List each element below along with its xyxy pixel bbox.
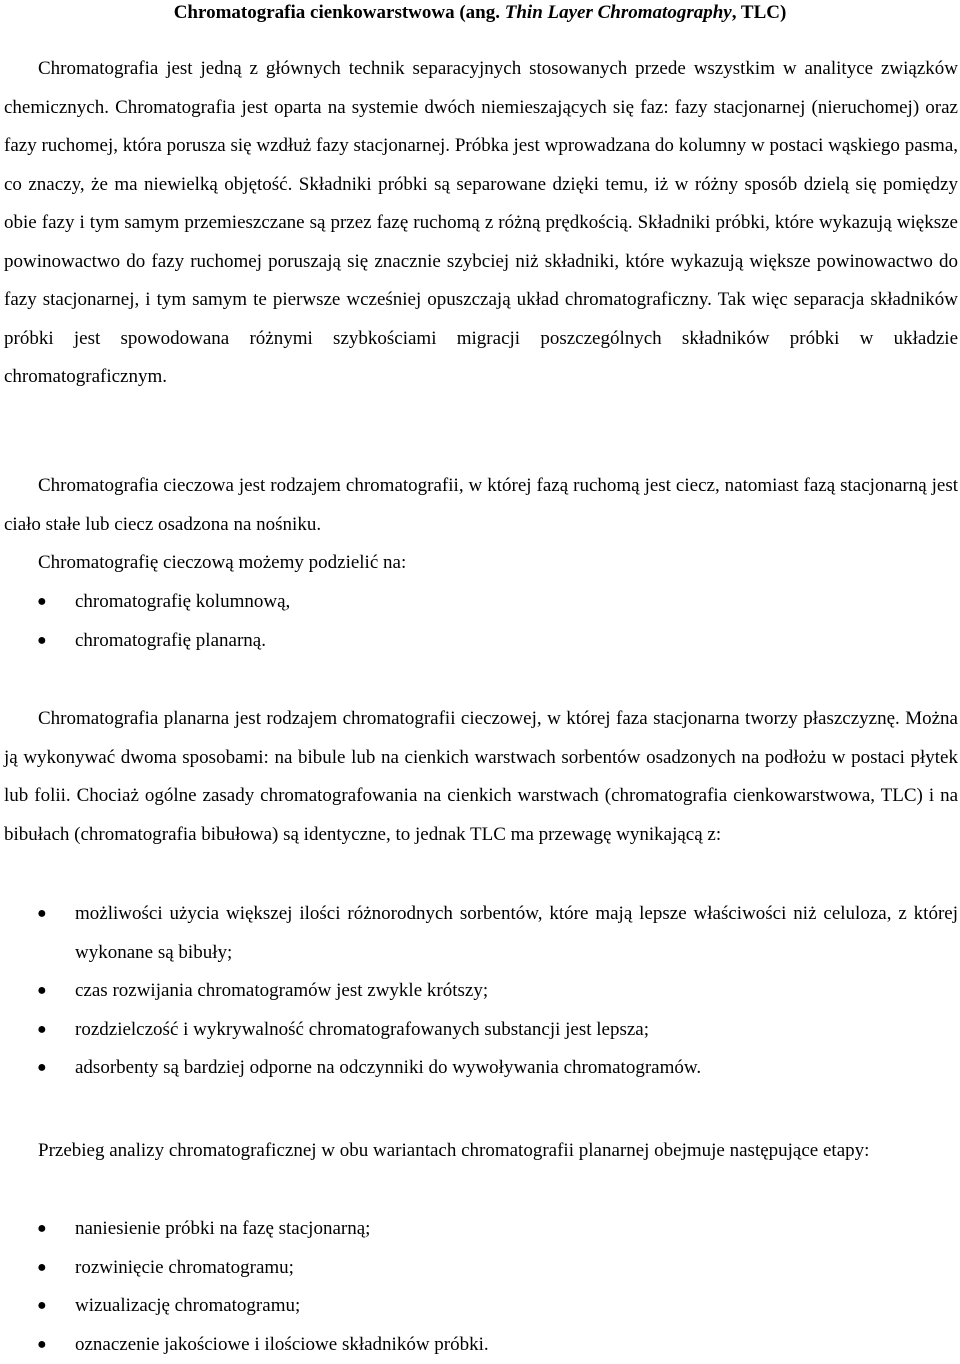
list-analysis-stages [0, 1210, 958, 1364]
bullet-icon: ● [37, 1049, 47, 1088]
page-title [0, 0, 960, 26]
bullet-icon: ● [37, 1011, 47, 1050]
list-tlc-advantages [0, 895, 958, 1088]
list-item-text: rozwinięcie chromatogramu; [75, 1257, 294, 1278]
bullet-icon: ● [37, 972, 47, 1011]
list-item-text: naniesienie próbki na fazę stacjonarną; [75, 1218, 370, 1239]
list-item-text: adsorbenty są bardziej odporne na odczynniki do wywoływania chromatogramów. [75, 1057, 701, 1078]
list-item-text: chromatografię planarną. [75, 630, 266, 651]
paragraph-planar: Chromatografia planarna jest rodzajem chromatografii cieczowej, w której faza stacjonarna tworzy płaszczyznę. Można ją wykonywać dwoma sposobami: na bibule lub na cienkich warstwach sorbentów osadzonych na podłożu w postaci płytek lub folii. Chociaż ogólne zasady chromatografowania na cienkich warstwach (chromatografia cienkowarstwowa, TLC) i na bibułach (chromatografia bibułowa) są identyczne, to jednak TLC ma przewagę wynikającą z: [4, 700, 958, 854]
title-suffix: , TLC) [732, 2, 787, 23]
paragraph-division: Chromatografię cieczową możemy podzielić na: [4, 544, 958, 583]
list-item-text: chromatografię kolumnową, [75, 591, 290, 612]
list-item-text: rozdzielczość i wykrywalność chromatografowanych substancji jest lepsza; [75, 1019, 649, 1040]
paragraph-liquid-chromatography: Chromatografia cieczowa jest rodzajem chromatografii, w której fazą ruchomą jest ciecz, natomiast fazą stacjonarną jest ciało stałe lub ciecz osadzona na nośniku. [4, 467, 958, 544]
list-item [0, 583, 958, 622]
bullet-icon: ● [37, 895, 47, 934]
list-item-text: czas rozwijania chromatogramów jest zwykle krótszy; [75, 980, 488, 1001]
list-item [0, 1011, 958, 1050]
title-prefix: Chromatografia cienkowarstwowa (ang. [174, 2, 505, 23]
list-item [0, 972, 958, 1011]
bullet-icon: ● [37, 1249, 47, 1288]
list-item-text: możliwości użycia większej ilości różnorodnych sorbentów, które mają lepsze właściwości niż celuloza, z której wykonane są bibuły; [75, 903, 958, 963]
bullet-icon: ● [37, 1287, 47, 1326]
list-liquid-types [0, 583, 958, 660]
list-item [0, 1249, 958, 1288]
bullet-icon: ● [37, 1326, 47, 1364]
list-item [0, 895, 958, 972]
list-item-text: wizualizację chromatogramu; [75, 1295, 300, 1316]
list-item [0, 1287, 958, 1326]
list-item [0, 622, 958, 661]
list-item-text: oznaczenie jakościowe i ilościowe składników próbki. [75, 1334, 489, 1355]
paragraph-analysis-stages: Przebieg analizy chromatograficznej w obu wariantach chromatografii planarnej obejmuje następujące etapy: [4, 1132, 958, 1171]
bullet-icon: ● [37, 622, 47, 661]
bullet-icon: ● [37, 1210, 47, 1249]
list-item [0, 1210, 958, 1249]
bullet-icon: ● [37, 583, 47, 622]
list-item [0, 1049, 958, 1088]
list-item [0, 1326, 958, 1364]
paragraph-intro: Chromatografia jest jedną z głównych technik separacyjnych stosowanych przede wszystkim w analityce związków chemicznych. Chromatografia jest oparta na systemie dwóch niemieszających się faz: fazy stacjonarnej (nieruchomej) oraz fazy ruchomej, która porusza się wzdłuż fazy stacjonarnej. Próbka jest wprowadzana do kolumny w postaci wąskiego pasma, co znaczy, że ma niewielką objętość. Składniki próbki są separowane dzięki temu, iż w różny sposób dzielą się pomiędzy obie fazy i tym samym przemieszczane są przez fazę ruchomą z różną prędkością. Składniki próbki, które wykazują większe powinowactwo do fazy ruchomej poruszają się znacznie szybciej niż składniki, które wykazują większe powinowactwo do fazy stacjonarnej, i tym samym te pierwsze wcześniej opuszczają układ chromatograficzny. Tak więc separacja składników próbki jest spowodowana różnymi szybkościami migracji poszczególnych składników próbki w układzie chromatograficznym. [4, 50, 958, 397]
title-italic: Thin Layer Chromatography [505, 2, 732, 23]
